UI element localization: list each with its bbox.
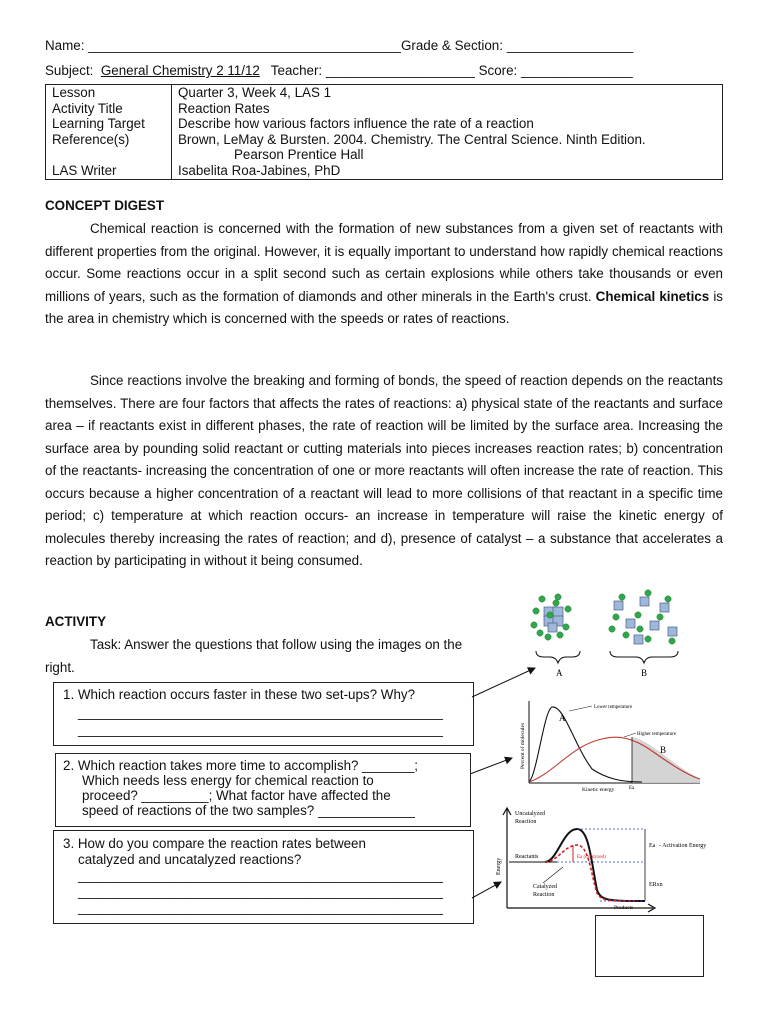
catalyzed-label-1: Catalyzed (533, 884, 557, 890)
reactant-molecule (539, 596, 545, 602)
uncatalyzed-label-1: Uncatalyzed (515, 811, 545, 817)
reactant-molecule (557, 632, 563, 638)
question-2-line-1: 2. Which reaction takes more time to accomplish? _______; (63, 758, 419, 773)
reactant-molecule (623, 632, 629, 638)
lower-temperature-label: Lower temperature (594, 705, 633, 710)
catalyzed-ea-label: Ea (catalyzed) (577, 855, 606, 860)
question-3-answer-line-3[interactable]: _________________________________________________ (78, 900, 443, 915)
solid-cube (553, 607, 563, 617)
solid-cube (668, 627, 677, 636)
teacher-field[interactable]: ____________________ (325, 63, 475, 78)
concept-heading: CONCEPT DIGEST (45, 198, 165, 213)
solid-cube (650, 621, 659, 630)
reactant-molecule (669, 638, 675, 644)
x-axis-label: Kinetic energy (582, 787, 615, 793)
row-label: LAS Writer (46, 163, 172, 179)
solid-cube (548, 623, 557, 632)
task-line-2: right. (45, 660, 75, 675)
setup-b-cluster (609, 590, 677, 644)
reactant-molecule (533, 608, 539, 614)
energy-distribution-figure (512, 695, 704, 803)
p1-bold-term: Chemical kinetics (595, 288, 710, 304)
y-axis-label: Percent of molecules (520, 722, 526, 769)
reactant-molecule (613, 614, 619, 620)
question-3-line-2: catalyzed and uncatalyzed reactions? (78, 852, 302, 867)
reactant-molecule (645, 636, 651, 642)
molecule-setups-figure (522, 585, 722, 685)
energy-diagram-figure (485, 805, 725, 915)
products-label: Products (614, 905, 634, 911)
curve-b-label: B (660, 745, 667, 755)
reactant-molecule (555, 594, 561, 600)
reactant-molecule (609, 626, 615, 632)
bracket-a (536, 651, 580, 663)
ea-symbol: Ea (649, 843, 656, 849)
grade-label: Grade & Section: (400, 38, 503, 53)
concept-paragraph-2: Since reactions involve the breaking and forming of bonds, the speed of reaction depends on the reactants themselves. There are four factors that affects the rates of reactions: a) physical state of the reactants and surface area – if reactants exist in different phases, the rate of reaction will be limited by the surface area. Increasing the surface area by pounding solid reactant or cutting materials into pieces increases reaction rates; b) concentration of the reactants- increasing the concentration of one or more reactants will often increase the rate of reaction. This occurs because a higher concentration of a reactant will lead to more collisions of that reactant in a specific time period; c) temperature at which reaction occurs- an increase in temperature will raise the kinetic energy of molecules thereby increasing the rates of reaction; and d), presence of catalyst – a substance that accelerates a reaction by participating in without it being consumed. (45, 373, 723, 568)
bracket-b (610, 651, 678, 663)
row-label: Lesson (46, 85, 172, 101)
row-value: Isabelita Roa-Jabines, PhD (178, 162, 341, 178)
solid-cube (626, 619, 635, 628)
reference-line-1: Brown, LeMay & Bursten. 2004. Chemistry. The Central Science. Ninth Edition. (178, 131, 646, 147)
reactant-molecule (637, 626, 643, 632)
row-value: Reaction Rates (178, 100, 270, 116)
task-line-1: Task: Answer the questions that follow using the images on the (90, 637, 463, 652)
name-field[interactable]: __________________________________________ (88, 38, 401, 53)
reactant-molecule (665, 596, 671, 602)
teacher-label: Teacher: (270, 63, 323, 78)
reactant-molecule (547, 612, 553, 618)
row-value: Describe how various factors influence the rate of a reaction (178, 116, 534, 132)
higher-temperature-label: Higher temperature (637, 732, 677, 737)
ea-description: - Activation Energy (659, 843, 707, 849)
subject-label: Subject: (45, 63, 94, 78)
question-3-line-1: 3. How do you compare the reaction rates between (63, 836, 366, 851)
reactant-molecule (537, 630, 543, 636)
reactant-molecule (531, 622, 537, 628)
score-label: Score: (478, 63, 518, 78)
row-label: Activity Title (46, 101, 172, 117)
solid-cube (660, 603, 669, 612)
question-2-line-4: speed of reactions of the two samples? _____________ (82, 803, 415, 818)
p1-text: Chemical reaction is concerned with the formation of new substances from a given set of reactants with different properties from the original. However, it is equally important to understand how rapidly chemical reactions occur. Some reactions occur in a split second such as certain explosions while others take thousands or even millions of years, such as the formation of diamonds and other minerals in the Earth's crust. (45, 221, 723, 304)
question-1-answer-line-2[interactable]: _________________________________________________ (78, 722, 443, 737)
question-2-line-2: Which needs less energy for chemical reaction to (82, 773, 374, 788)
p1-text-end: is the area in chemistry which is concerned with the speeds or rates of reactions. (45, 288, 723, 326)
reactant-molecule (545, 634, 551, 640)
curve-a-label: A (559, 713, 566, 723)
reactant-molecule (565, 606, 571, 612)
row-label: Reference(s) (46, 132, 172, 163)
catalyzed-leader (543, 867, 563, 883)
solid-cube (634, 635, 643, 644)
subject-value: General Chemistry 2 11/12 (100, 63, 260, 78)
reactant-molecule (563, 624, 569, 630)
row-label: Learning Target (46, 116, 172, 132)
label-b: B (641, 668, 648, 678)
row-value: Quarter 3, Week 4, LAS 1 (178, 85, 332, 100)
solid-cube (614, 601, 623, 610)
reactant-molecule (553, 600, 559, 606)
setup-a-cluster (531, 594, 571, 640)
reference-line-2: Pearson Prentice Hall (234, 147, 364, 163)
score-field[interactable]: _______________ (521, 63, 633, 78)
reactant-molecule (657, 614, 663, 620)
energy-axis-label: Energy (496, 857, 502, 875)
uncatalyzed-curve (545, 829, 645, 901)
lower-temp-leader (569, 706, 592, 711)
blank-answer-box[interactable] (595, 915, 704, 977)
catalyzed-label-2: Reaction (533, 892, 555, 898)
uncatalyzed-label-2: Reaction (515, 819, 537, 825)
reactant-molecule (619, 594, 625, 600)
question-1-answer-line-1[interactable]: _________________________________________________ (78, 705, 443, 720)
question-1-text: 1. Which reaction occurs faster in these two set-ups? Why? (63, 687, 416, 702)
label-a: A (556, 668, 563, 678)
erxn-label: ERxn (649, 882, 663, 888)
reactants-label: Reactants (515, 854, 539, 860)
question-3-answer-line-1[interactable]: _________________________________________________ (78, 868, 443, 883)
question-2-line-3: proceed? _________; What factor have affected the (82, 788, 391, 803)
activity-heading: ACTIVITY (45, 614, 107, 629)
reactant-molecule (645, 590, 651, 596)
higher-temp-leader (624, 733, 636, 737)
ea-tick-label: Ea (629, 786, 635, 791)
name-label: Name: (45, 38, 85, 53)
arrow-q2 (470, 758, 512, 774)
solid-cube (640, 597, 649, 606)
reactant-molecule (635, 612, 641, 618)
question-3-answer-line-2[interactable]: _________________________________________________ (78, 884, 443, 899)
grade-field[interactable]: _________________ (506, 38, 634, 53)
